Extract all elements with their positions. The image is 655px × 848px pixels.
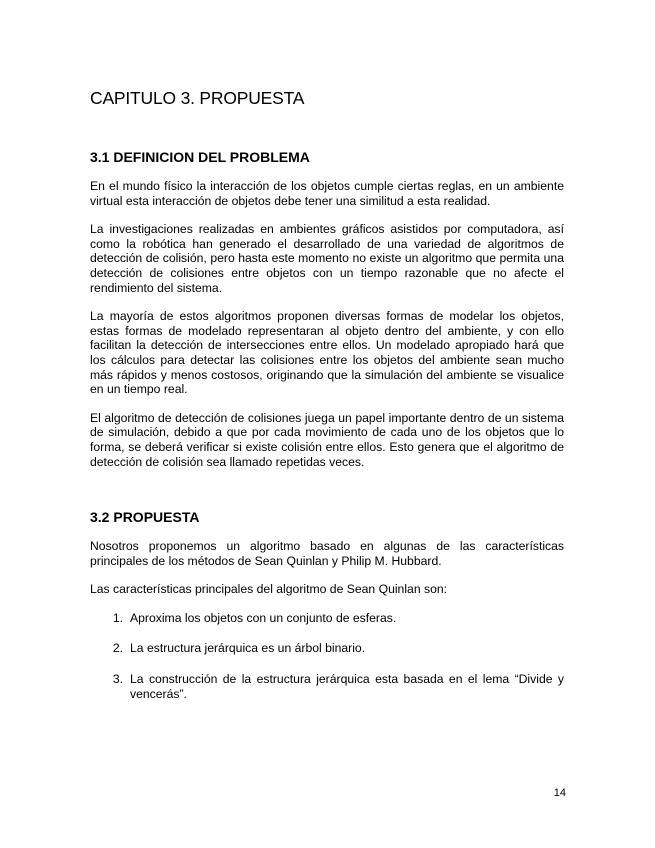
section-problem-definition (90, 149, 564, 469)
list-item-number: 1. (112, 610, 123, 625)
paragraph: En el mundo físico la interacción de los objetos cumple ciertas reglas, en un ambiente virtual esta interacción de objetos debe tener una similitud a esta realidad. (90, 179, 564, 208)
page-content (90, 88, 564, 717)
chapter-title: CAPITULO 3. PROPUESTA (90, 88, 305, 108)
list-item (90, 641, 564, 656)
page-number: 14 (553, 787, 566, 799)
list-item (90, 611, 564, 626)
list-item-text: La construcción de la estructura jerárquica esta basada en el lema “Divide y vencerás”. (130, 672, 564, 701)
section-heading: 3.1 DEFINICION DEL PROBLEMA (90, 149, 310, 165)
section-heading: 3.2 PROPUESTA (90, 509, 200, 526)
section-spacer (90, 483, 564, 509)
list-item-number: 3. (112, 672, 123, 687)
section-proposal (90, 509, 564, 701)
paragraph: La investigaciones realizadas en ambientes gráficos asistidos por computadora, así como la robótica han generado el desarrollado de una variedad de algoritmos de detección de colisión, pero hasta este momento no existe un algoritmo que permita una detección de colisiones entre objetos con un tiempo razonable que no afecte el rendimiento del sistema. (90, 222, 564, 295)
paragraph: El algoritmo de detección de colisiones juega un papel importante dentro de un sistema de simulación, debido a que por cada movimiento de cada uno de los objetos que lo forma, se deberá verificar si existe colisión entre ellos. Esto genera que el algoritmo de detección de colisión sea llamado repetidas veces. (90, 410, 564, 469)
paragraph: La mayoría de estos algoritmos proponen diversas formas de modelar los objetos, estas formas de modelado representaran al objeto dentro del ambiente, y con ello facilitan la detección de intersecciones entre ellos. Un modelado apropiado hará que los cálculos para detectar las colisiones entre los objetos del ambiente sean mucho más rápidos y menos costosos, originando que la simulación del ambiente se visualice en un tiempo real. (90, 309, 564, 397)
list-item-number: 2. (112, 641, 123, 656)
paragraph: Nosotros proponemos un algoritmo basado en algunas de las características principales de los métodos de Sean Quinlan y Philip M. Hubbard. (90, 539, 564, 568)
list-item-text: La estructura jerárquica es un árbol binario. (130, 641, 366, 656)
list-item (90, 672, 564, 701)
list-item-text: Aproxima los objetos con un conjunto de esferas. (130, 610, 397, 625)
numbered-list (90, 611, 564, 701)
paragraph: Las características principales del algoritmo de Sean Quinlan son: (90, 582, 448, 597)
